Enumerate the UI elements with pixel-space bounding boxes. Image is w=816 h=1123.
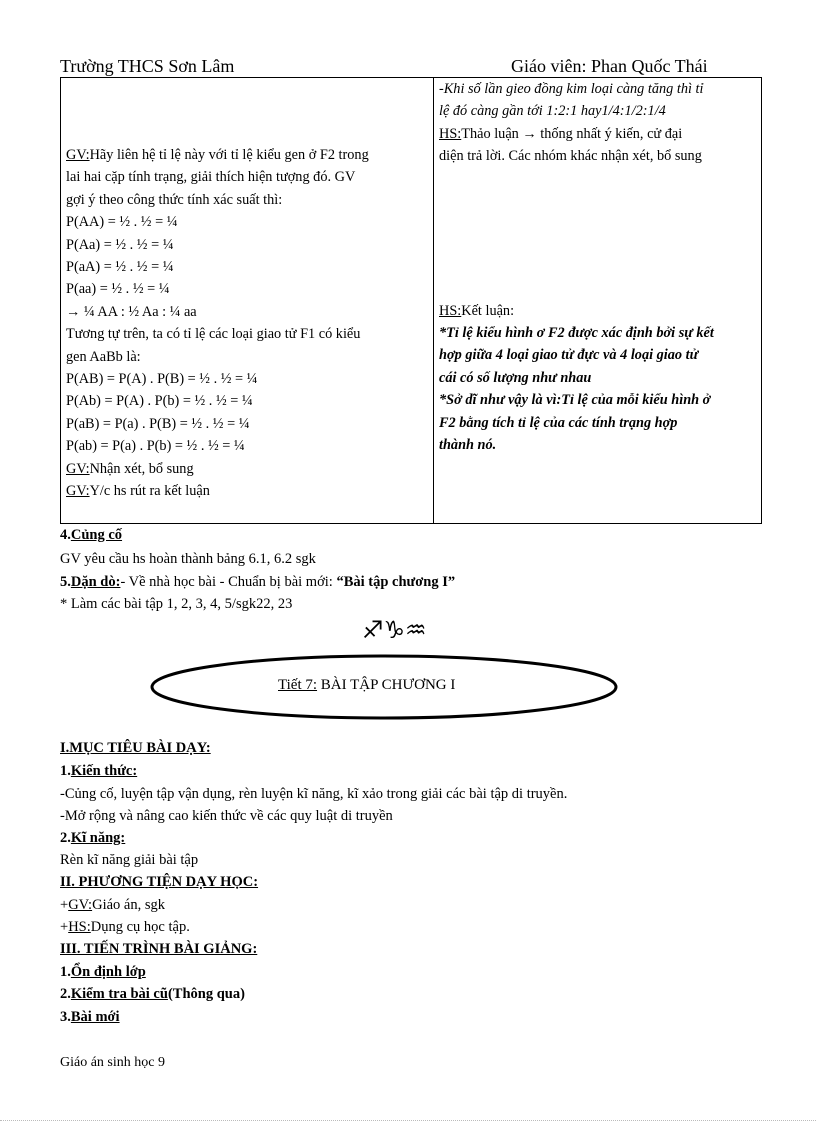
hs-discussion: HS:Thảo luận → thống nhất ý kiến, cử đại <box>439 125 683 142</box>
section-materials: II. PHƯƠNG TIỆN DẠY HỌC: <box>60 874 259 890</box>
conclusion-line6: thành nó. <box>439 437 497 454</box>
prob-aa-hetero1: P(Aa) = ½ . ½ = ¼ <box>66 236 174 253</box>
hs-discussion-line2: diện trả lời. Các nhóm khác nhận xét, bổ sung <box>439 148 702 165</box>
lesson-title: Tiết 7: BÀI TẬP CHƯƠNG I <box>278 677 456 693</box>
materials-teacher: +GV:Giáo án, sgk <box>60 897 165 913</box>
procedure-step3: 3.Bài mới <box>60 1009 120 1025</box>
knowledge-heading: 1.Kiến thức: <box>60 763 138 779</box>
prob-aa-dominant: P(AA) = ½ . ½ = ¼ <box>66 214 178 231</box>
zodiac-divider-icon <box>362 614 452 644</box>
procedure-step1: 1.Ổn định lớp <box>60 964 146 980</box>
page-footer: Giáo án sinh học 9 <box>60 1055 165 1070</box>
observation-line2: lệ đó càng gần tới 1:2:1 hay1/4:1/2:1/4 <box>439 103 666 120</box>
gamete-prob-ab3: P(aB) = P(a) . P(B) = ½ . ½ = ¼ <box>66 415 250 432</box>
student-activity-cell <box>434 78 762 524</box>
conclusion-line5: F2 bằng tích tỉ lệ của các tính trạng hợp <box>439 414 678 431</box>
hs-conclusion-label: HS:Kết luận: <box>439 302 515 319</box>
similar-line2: gen AaBb là: <box>66 348 141 365</box>
gv-comment: GV:Nhận xét, bổ sung <box>66 460 194 477</box>
conclusion-line3: cái có số lượng như nhau <box>439 369 592 386</box>
genotype-ratio: → ¼ AA : ½ Aa : ¼ aa <box>66 303 197 320</box>
prob-aa-recessive: P(aa) = ½ . ½ = ¼ <box>66 281 170 298</box>
section-objectives: I.MỤC TIÊU BÀI DẠY: <box>60 740 211 756</box>
gv-conclusion-request: GV:Y/c hs rút ra kết luận <box>66 483 210 500</box>
header-teacher: Giáo viên: Phan Quốc Thái <box>511 56 708 76</box>
conclusion-line4: *Sở dĩ như vậy là vì:Tỉ lệ của mỗi kiểu hình ở <box>439 392 711 409</box>
page-bottom-divider <box>0 1120 816 1122</box>
consolidate-heading: 4.Củng cố <box>60 527 123 543</box>
section-procedure: III. TIẾN TRÌNH BÀI GIẢNG: <box>60 941 258 957</box>
gamete-prob-ab2: P(Ab) = P(A) . P(b) = ½ . ½ = ¼ <box>66 393 253 410</box>
prob-aa-hetero2: P(aA) = ½ . ½ = ¼ <box>66 259 174 276</box>
consolidate-text: GV yêu cầu hs hoàn thành bảng 6.1, 6.2 sgk <box>60 551 316 567</box>
gamete-prob-ab4: P(ab) = P(a) . P(b) = ½ . ½ = ¼ <box>66 438 245 455</box>
homework-exercises: * Làm các bài tập 1, 2, 3, 4, 5/sgk22, 23 <box>60 596 293 612</box>
knowledge-item1: -Củng cố, luyện tập vận dụng, rèn luyện kĩ năng, kĩ xảo trong giải các bài tập di truyền. <box>60 786 568 802</box>
skill-heading: 2.Kĩ năng: <box>60 830 126 846</box>
homework-line: 5.Dặn dò:- Về nhà học bài - Chuẩn bị bài mới: “Bài tập chương I” <box>60 574 456 590</box>
zodiac-symbols: ♐♑♒ <box>362 616 427 644</box>
skill-item: Rèn kĩ năng giải bài tập <box>60 852 199 868</box>
header-school: Trường THCS Sơn Lâm <box>60 56 235 76</box>
gv-instruction-line1: GV:Hãy liên hệ tỉ lệ này với tỉ lệ kiểu gen ở F2 trong <box>66 147 369 163</box>
lesson-activity-table <box>60 77 762 524</box>
procedure-step2: 2.Kiểm tra bài cũ(Thông qua) <box>60 986 245 1002</box>
gamete-prob-ab1: P(AB) = P(A) . P(B) = ½ . ½ = ¼ <box>66 371 258 388</box>
similar-line1: Tương tự trên, ta có tỉ lệ các loại giao tử F1 có kiểu <box>66 326 361 343</box>
materials-student: +HS:Dụng cụ học tập. <box>60 919 190 935</box>
teacher-activity-cell <box>61 78 434 524</box>
conclusion-line1: *Tỉ lệ kiểu hình ơ F2 được xác định bởi sự kết <box>439 325 714 342</box>
gv-instruction-line3: gợi ý theo công thức tính xác suất thì: <box>66 191 283 208</box>
knowledge-item2: -Mở rộng và nâng cao kiến thức về các quy luật di truyền <box>60 808 393 824</box>
conclusion-line2: hợp giữa 4 loại giao tử đực và 4 loại giao tử <box>439 347 699 364</box>
observation-line1: -Khi số lần gieo đồng kim loại càng tăng thì tỉ <box>439 81 704 97</box>
gv-instruction-line2: lai hai cặp tính trạng, giải thích hiện tượng đó. GV <box>66 169 356 186</box>
